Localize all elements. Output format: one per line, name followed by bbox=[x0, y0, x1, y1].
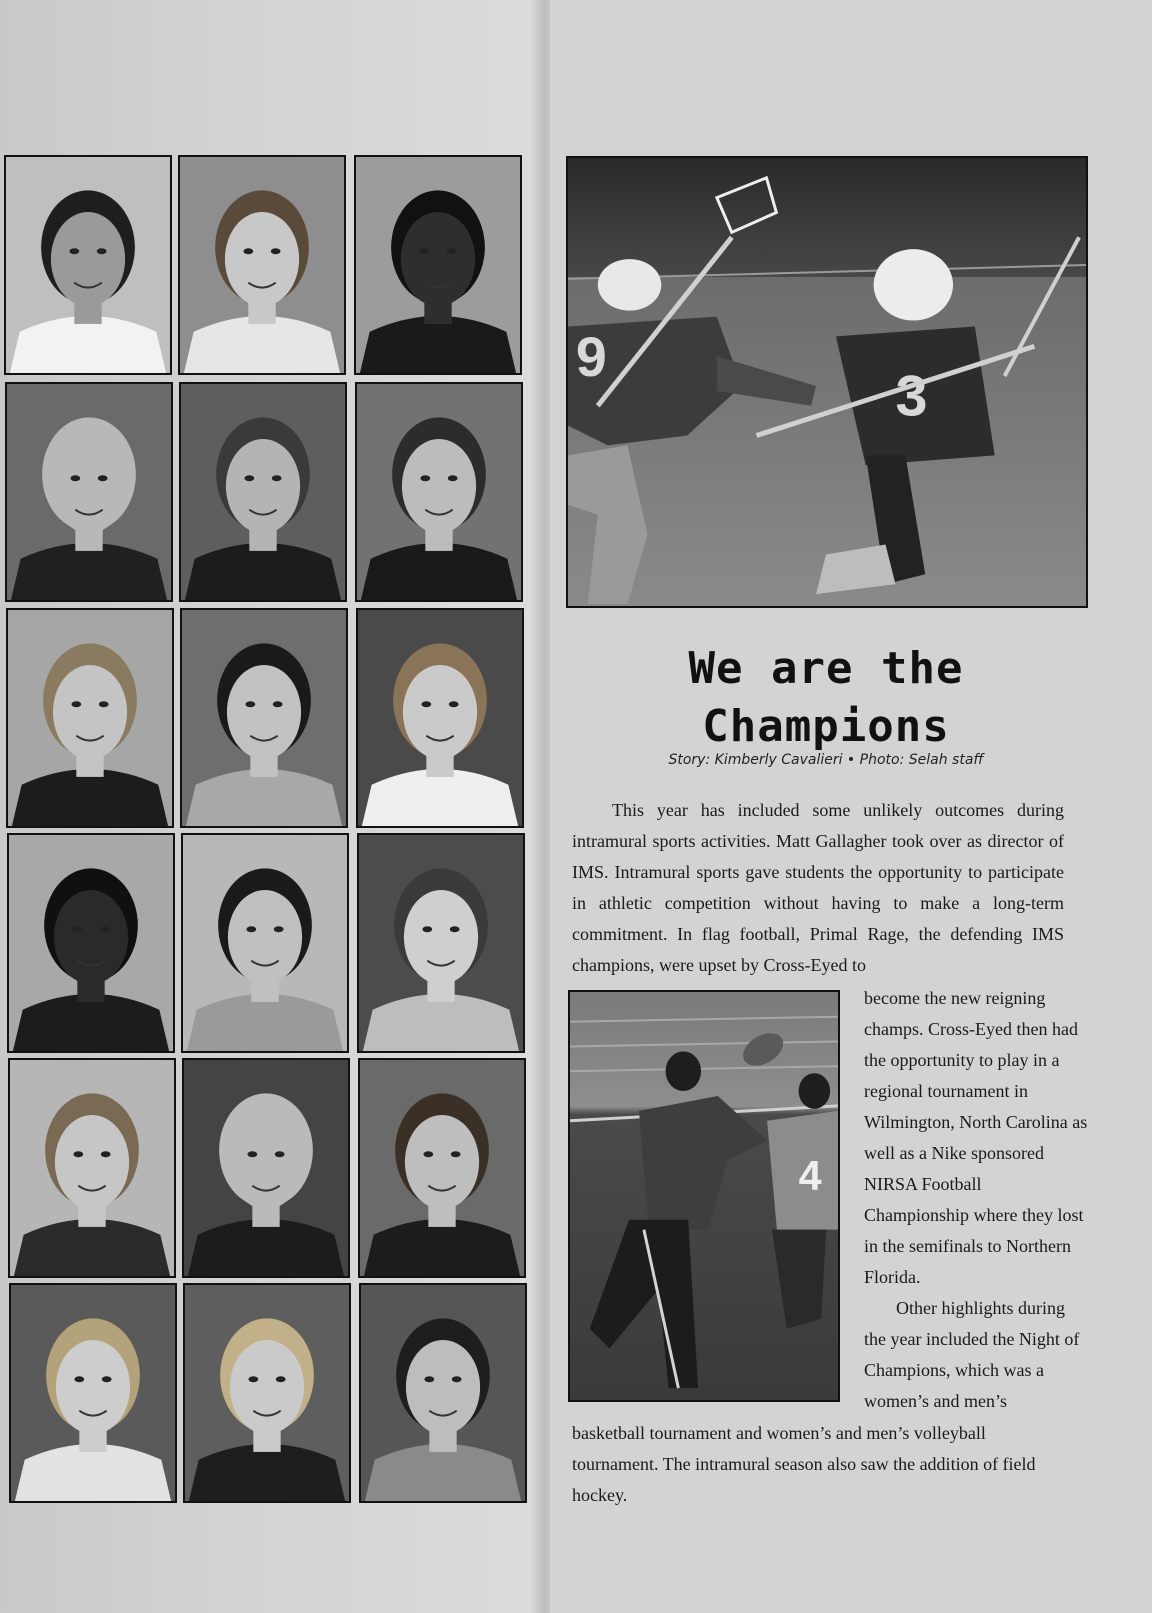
student-portrait bbox=[8, 1058, 176, 1278]
student-portrait bbox=[179, 382, 347, 602]
student-portrait bbox=[359, 1283, 527, 1503]
article-paragraph-2: Other highlights during the year included the Night of Champions, which was a women’s and men’s bbox=[864, 1298, 1080, 1411]
student-portrait bbox=[357, 833, 525, 1053]
student-portrait bbox=[358, 1058, 526, 1278]
student-portrait bbox=[180, 608, 348, 828]
article-headline bbox=[566, 640, 1086, 756]
student-portrait bbox=[9, 1283, 177, 1503]
football-jersey-number: 4 bbox=[798, 1151, 822, 1200]
headline-line-1: We are the bbox=[688, 643, 964, 694]
student-portrait bbox=[178, 155, 346, 375]
student-portrait bbox=[6, 608, 174, 828]
article-paragraph-1: This year has included some unlikely outcomes during intramural sports activities. Matt Gallagher took over as director of IMS. Intramural sports gave students the opportunity to participate in athletic competition without having to make a long-term commitment. In flag football, Primal Rage, the defending IMS champions, were upset by Cross-Eyed to bbox=[572, 800, 1064, 975]
student-portrait bbox=[356, 608, 524, 828]
student-portrait bbox=[4, 155, 172, 375]
student-portrait bbox=[182, 1058, 350, 1278]
article-byline: Story: Kimberly Cavalieri • Photo: Selah staff bbox=[668, 752, 984, 768]
flag-football-photo bbox=[568, 990, 840, 1402]
student-portrait bbox=[181, 833, 349, 1053]
student-portrait bbox=[355, 382, 523, 602]
lacrosse-photo bbox=[566, 156, 1088, 608]
student-portrait bbox=[7, 833, 175, 1053]
student-portrait bbox=[354, 155, 522, 375]
student-portrait bbox=[5, 382, 173, 602]
wrap-text-column bbox=[864, 983, 1090, 1417]
lacrosse-jersey-right-number: 3 bbox=[895, 364, 928, 429]
headline-line-2: Champions bbox=[702, 701, 950, 752]
student-portrait bbox=[183, 1283, 351, 1503]
article-paragraph-2-end: basketball tournament and women’s and men’s volleyball tournament. The intramural season also saw the addition of field hockey. bbox=[572, 1423, 1036, 1505]
lacrosse-jersey-left-number: 9 bbox=[575, 326, 607, 389]
article-paragraph-1-continued: become the new reigning champs. Cross-Eyed then had the opportunity to play in a regional tournament in Wilmington, North Carolina as well as a Nike sponsored NIRSA Football Championship where they lost in the semifinals to Northern Florida. bbox=[864, 988, 1088, 1287]
